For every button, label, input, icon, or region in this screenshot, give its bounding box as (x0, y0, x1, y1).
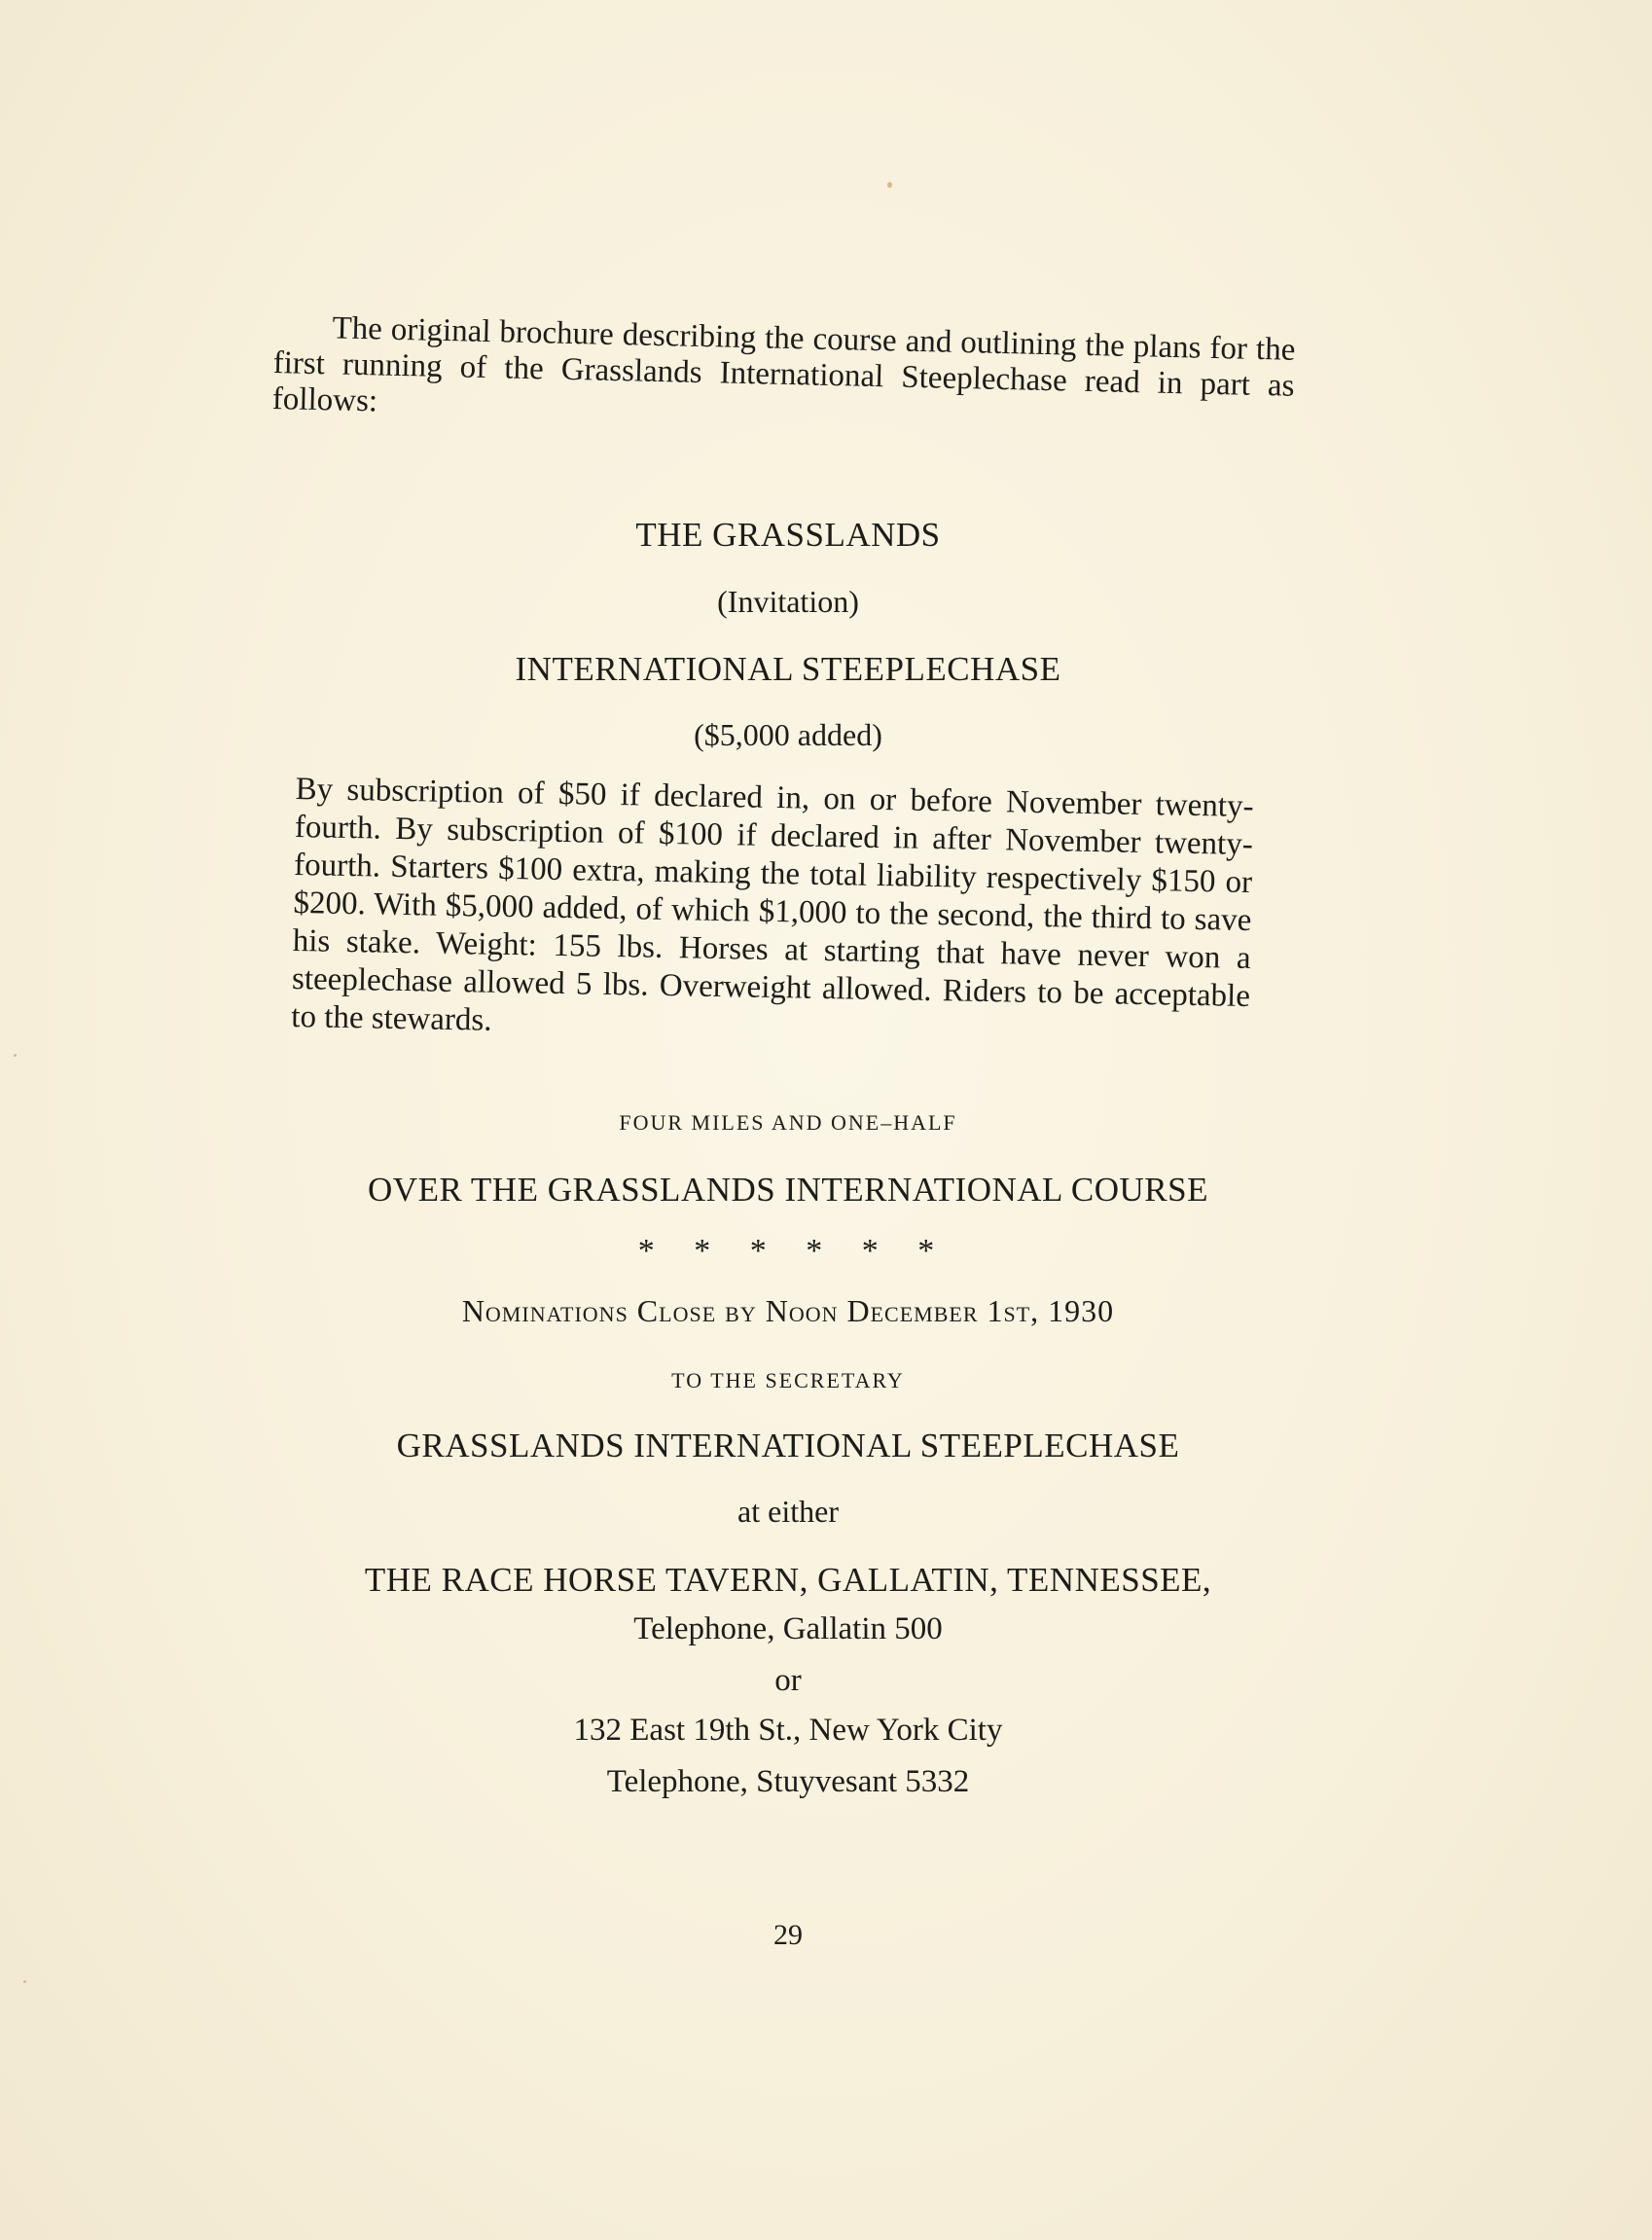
address2-street: 132 East 19th St., New York City (573, 1713, 1003, 1748)
heading-invitation: (Invitation) (717, 584, 859, 619)
paper-speck (14, 1054, 17, 1057)
paper-speck (887, 182, 892, 188)
heading-title: THE GRASSLANDS (635, 516, 941, 554)
distance-line: FOUR MILES AND ONE–HALF (619, 1110, 957, 1135)
page-number: 29 (773, 1919, 803, 1951)
address2-phone: Telephone, Stuyvesant 5332 (606, 1764, 970, 1799)
paper-speck (23, 1980, 26, 1983)
heading-event: INTERNATIONAL STEEPLECHASE (515, 650, 1061, 688)
address1-phone: Telephone, Gallatin 500 (633, 1611, 943, 1646)
organization-line: GRASSLANDS INTERNATIONAL STEEPLECHASE (396, 1427, 1180, 1464)
or-line: or (774, 1663, 802, 1698)
address1-name: THE RACE HORSE TAVERN, GALLATIN, TENNESSEE, (364, 1561, 1212, 1599)
terms-paragraph: By subscription of $50 if declared in, on or before November twenty-fourth. By subscription of $100 if declared in after November twenty-fourth. Starters $100 extra, making the total liability respectively $150 or $200. With $5,000 added, of which $1,000 to the second, the third to save his stake. Weight: 155 lbs. Horses at starting that have never won a steeplechase allowed 5 lbs. Overweight allowed. Riders to be acceptable to the stewards. (291, 771, 1254, 1038)
at-either-line: at either (737, 1494, 839, 1529)
secretary-line: TO THE SECRETARY (671, 1368, 905, 1392)
intro-paragraph (271, 309, 1295, 441)
course-line: OVER THE GRASSLANDS INTERNATIONAL COURSE (368, 1171, 1208, 1209)
separator-stars: * * * * * * (637, 1233, 939, 1269)
intro-text: The original brochure describing the course and outlining the plans for the first running of the Grasslands International Steeplechase read in part as follows: (271, 310, 1296, 419)
nominations-line: Nominations Close by Noon December 1st, 1930 (461, 1293, 1115, 1328)
heading-purse: ($5,000 added) (694, 717, 882, 752)
